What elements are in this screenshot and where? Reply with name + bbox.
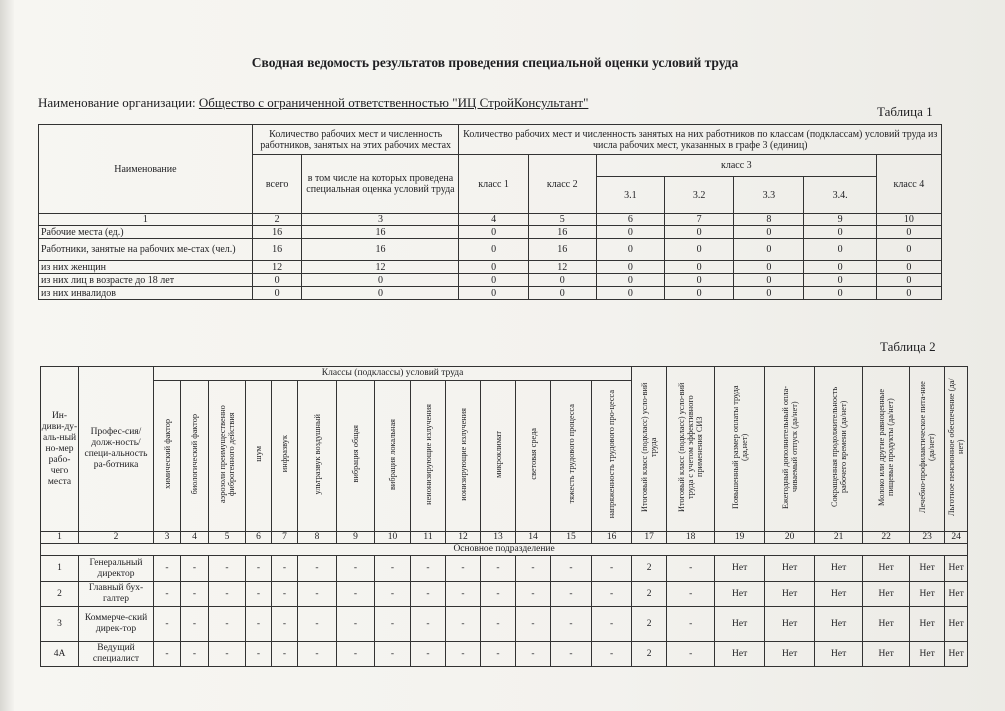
t2-cell: -: [246, 556, 272, 582]
t2-colnum: 1: [41, 532, 79, 544]
t2-cell: -: [481, 607, 516, 642]
t2-row-id: 2: [41, 582, 79, 607]
t2-head-factor: [446, 381, 481, 532]
t1-cell: 0: [528, 274, 596, 287]
t1-cell: 0: [665, 239, 734, 261]
t2-colnum: 9: [337, 532, 375, 544]
t2-cell: -: [592, 556, 632, 582]
t2-cell: -: [209, 582, 246, 607]
t2-column-numbers: [41, 532, 968, 544]
t2-cell: -: [516, 642, 551, 667]
workplaces-table: [40, 366, 968, 667]
t2-cell: -: [551, 582, 592, 607]
t2-cell: -: [551, 556, 592, 582]
t2-cell: Нет: [765, 642, 815, 667]
t2-cell: -: [411, 582, 446, 607]
t2-colnum: 13: [481, 532, 516, 544]
t1-cell: 0: [804, 239, 876, 261]
t1-colnum: 1: [39, 214, 253, 226]
t1-colnum: 10: [876, 214, 941, 226]
t2-head-factor-label: биологический фактор: [190, 413, 199, 495]
t2-cell: Нет: [815, 582, 863, 607]
t2-head-id: Ин-диви-ду-аль-ный но-мер рабо-чего места: [41, 367, 79, 532]
t1-cell: 0: [596, 239, 664, 261]
table2-caption: Таблица 2: [880, 339, 936, 354]
t2-cell: -: [446, 556, 481, 582]
t2-cell: Нет: [910, 642, 945, 667]
t1-cell: 0: [596, 287, 664, 300]
t2-cell: -: [246, 582, 272, 607]
t1-cell: 0: [302, 274, 459, 287]
t2-cell: -: [375, 607, 411, 642]
t1-cell: 0: [596, 226, 664, 239]
t1-row: [39, 239, 942, 261]
organization-label: Наименование организации:: [38, 95, 196, 110]
t2-head-extra-label: Повышенный размер оплаты труда (да,нет): [730, 385, 749, 509]
t2-cell: Нет: [715, 607, 765, 642]
t2-cell: Нет: [945, 582, 968, 607]
t2-cell: -: [375, 582, 411, 607]
page-binding-edge: [0, 0, 14, 711]
table1-caption: Таблица 1: [877, 104, 933, 119]
t2-row: [41, 642, 968, 667]
t2-cell: -: [592, 607, 632, 642]
t1-cell: 16: [528, 239, 596, 261]
t2-head-factor-label: вибрация локальная: [388, 418, 397, 490]
t2-row-id: 3: [41, 607, 79, 642]
t2-head-factor: [375, 381, 411, 532]
t2-colnum: 6: [246, 532, 272, 544]
t2-cell: -: [154, 582, 181, 607]
t2-colnum: 8: [298, 532, 337, 544]
t2-colnum: 2: [79, 532, 154, 544]
t2-cell: -: [667, 582, 715, 607]
t2-head-extra-label: Сокращенная продолжительность рабочего времени (да/нет): [829, 386, 848, 508]
t2-cell: -: [154, 556, 181, 582]
t2-head-factor-label: тяжесть трудового процесса: [566, 404, 576, 504]
organization-name: Общество с ограниченной ответственностью "ИЦ СтройКонсультант": [198, 95, 589, 110]
t2-head-factor-label: напряженность трудового про-цесса: [607, 389, 617, 519]
t1-colnum: 3: [302, 214, 459, 226]
t1-cell: 16: [302, 239, 459, 261]
t1-head-name: Наименование: [39, 125, 253, 214]
t1-head-class3: класс 3: [596, 155, 876, 177]
t1-cell: 0: [876, 274, 941, 287]
t1-cell: 16: [528, 226, 596, 239]
t2-cell: -: [298, 607, 337, 642]
t2-head-factor-label: инфразвук: [280, 435, 289, 473]
t2-cell: -: [411, 556, 446, 582]
t2-head-factor-label: световая среда: [528, 428, 538, 480]
t1-colnum: 8: [734, 214, 804, 226]
t1-cell: 0: [734, 274, 804, 287]
document-title: Сводная ведомость результатов проведения специальной оценки условий труда: [251, 55, 739, 70]
t1-row-label: из них инвалидов: [39, 287, 253, 300]
t2-head-factor: [337, 381, 375, 532]
t1-head-c33: 3.3: [734, 177, 804, 214]
t2-cell: 2: [632, 642, 667, 667]
t1-row-label: из них женщин: [39, 261, 253, 274]
t2-head-factor: [592, 381, 632, 532]
t1-head-classes-group: Количество рабочих мест и численность занятых на них работников по классам (подклассам) условий труда из числа рабочих мест, указанных в графе 3 (единиц): [459, 125, 942, 155]
t2-cell: -: [667, 607, 715, 642]
t1-head-class4: класс 4: [876, 155, 941, 214]
t2-head-factor: [298, 381, 337, 532]
t2-cell: -: [516, 582, 551, 607]
t1-colnum: 7: [665, 214, 734, 226]
t1-cell: 12: [528, 261, 596, 274]
t1-row: [39, 274, 942, 287]
t1-cell: 0: [734, 287, 804, 300]
t2-head-extra: [863, 367, 910, 532]
t2-cell: -: [375, 642, 411, 667]
t2-cell: -: [592, 582, 632, 607]
t2-colnum: 10: [375, 532, 411, 544]
t1-cell: 0: [459, 239, 528, 261]
t2-cell: Нет: [765, 556, 815, 582]
organization-line: [38, 95, 588, 111]
t2-row-profession: Генеральный директор: [79, 556, 154, 582]
t2-cell: -: [181, 556, 209, 582]
t2-head-extra: [945, 367, 968, 532]
t2-head-factor-label: вибрация общая: [351, 425, 360, 483]
t2-cell: -: [337, 607, 375, 642]
t2-cell: Нет: [863, 607, 910, 642]
t2-cell: Нет: [910, 607, 945, 642]
t1-cell: 0: [804, 287, 876, 300]
t2-head-classes: Классы (подклассы) условий труда: [154, 367, 632, 381]
t1-row: [39, 226, 942, 239]
t2-cell: -: [411, 642, 446, 667]
t2-head-factor-label: неионизирующие излучения: [423, 403, 433, 505]
t2-head-factor-label: ультразвук воздушный: [312, 413, 322, 495]
t2-colnum: 21: [815, 532, 863, 544]
t2-cell: -: [154, 642, 181, 667]
t2-head-factor: [272, 381, 298, 532]
t2-colnum: 4: [181, 532, 209, 544]
t1-cell: 0: [665, 226, 734, 239]
t2-cell: Нет: [910, 556, 945, 582]
t2-head-extra: [910, 367, 945, 532]
t2-cell: -: [375, 556, 411, 582]
t2-colnum: 15: [551, 532, 592, 544]
t2-colnum: 22: [863, 532, 910, 544]
t2-head-extra-label: Ежегодный дополнительный опла-чиваемый отпуск (да/нет): [780, 385, 799, 509]
t2-head-extra: [715, 367, 765, 532]
t1-row: [39, 261, 942, 274]
t1-colnum: 5: [528, 214, 596, 226]
t2-cell: -: [337, 642, 375, 667]
t2-head-extra-label: Лечебно-профилактическое пита-ние (да/нет): [918, 381, 937, 513]
t1-cell: 0: [665, 261, 734, 274]
t2-cell: -: [411, 607, 446, 642]
t2-head-factor: [411, 381, 446, 532]
t1-cell: 0: [665, 287, 734, 300]
t2-row: [41, 607, 968, 642]
t2-head-extra: [815, 367, 863, 532]
t2-head-extra: [765, 367, 815, 532]
t2-cell: Нет: [863, 582, 910, 607]
t1-cell: 0: [459, 261, 528, 274]
t2-head-factor: [246, 381, 272, 532]
t1-cell: 0: [459, 287, 528, 300]
t2-colnum: 11: [411, 532, 446, 544]
t2-cell: Нет: [945, 556, 968, 582]
t2-cell: -: [481, 642, 516, 667]
t2-cell: 2: [632, 582, 667, 607]
t2-row-profession: Ведущий специалист: [79, 642, 154, 667]
t2-colnum: 18: [667, 532, 715, 544]
t2-colnum: 3: [154, 532, 181, 544]
t2-cell: -: [181, 582, 209, 607]
t2-cell: -: [272, 607, 298, 642]
t1-cell: 0: [876, 239, 941, 261]
t1-cell: 0: [734, 261, 804, 274]
t2-cell: -: [181, 607, 209, 642]
t2-cell: -: [667, 642, 715, 667]
t2-cell: -: [298, 582, 337, 607]
t2-row-id: 4А: [41, 642, 79, 667]
t2-cell: -: [209, 642, 246, 667]
t2-cell: Нет: [945, 607, 968, 642]
t2-cell: -: [481, 556, 516, 582]
t2-cell: 2: [632, 607, 667, 642]
t2-cell: -: [551, 642, 592, 667]
t2-cell: -: [516, 607, 551, 642]
t1-cell: 0: [302, 287, 459, 300]
t2-cell: Нет: [910, 582, 945, 607]
t2-row-profession: Коммерче-ский дирек-тор: [79, 607, 154, 642]
t2-head-factor: [516, 381, 551, 532]
t1-row-label: из них лиц в возрасте до 18 лет: [39, 274, 253, 287]
t2-row: [41, 582, 968, 607]
t1-colnum: 9: [804, 214, 876, 226]
t1-cell: 0: [459, 226, 528, 239]
t1-head-c32: 3.2: [665, 177, 734, 214]
t2-cell: Нет: [815, 607, 863, 642]
t2-colnum: 16: [592, 532, 632, 544]
t1-cell: 0: [804, 274, 876, 287]
t1-cell: 16: [252, 226, 302, 239]
t2-head-factor: [209, 381, 246, 532]
t2-head-extra: [667, 367, 715, 532]
t2-colnum: 17: [632, 532, 667, 544]
t2-colnum: 23: [910, 532, 945, 544]
t2-row-profession: Главный бух-галтер: [79, 582, 154, 607]
t2-head-extra-label: Молоко или другие равноценные пищевые продукты (да/нет): [877, 388, 896, 506]
t2-head-extra: [632, 367, 667, 532]
t2-cell: -: [246, 642, 272, 667]
t2-row-id: 1: [41, 556, 79, 582]
t1-row: [39, 287, 942, 300]
t2-cell: -: [446, 642, 481, 667]
t2-cell: -: [272, 556, 298, 582]
t2-colnum: 12: [446, 532, 481, 544]
t2-cell: -: [298, 642, 337, 667]
t2-cell: -: [272, 582, 298, 607]
t2-cell: Нет: [765, 607, 815, 642]
t1-colnum: 6: [596, 214, 664, 226]
t2-colnum: 24: [945, 532, 968, 544]
t1-head-c34: 3.4.: [804, 177, 876, 214]
t1-head-total: всего: [252, 155, 302, 214]
t1-head-count-group: Количество рабочих мест и численность работников, занятых на этих рабочих местах: [252, 125, 459, 155]
t2-colnum: 14: [516, 532, 551, 544]
t2-head-factor-label: микроклимат: [493, 430, 503, 478]
t1-row-label: Рабочие места (ед.): [39, 226, 253, 239]
t2-cell: -: [551, 607, 592, 642]
t2-cell: -: [209, 607, 246, 642]
t2-head-factor-label: ионизирующие излучения: [458, 407, 468, 501]
t2-row: [41, 556, 968, 582]
t1-cell: 12: [302, 261, 459, 274]
t1-head-class1: класс 1: [459, 155, 528, 214]
t2-cell: Нет: [715, 642, 765, 667]
t2-cell: Нет: [863, 642, 910, 667]
t2-cell: -: [154, 607, 181, 642]
t1-cell: 16: [302, 226, 459, 239]
t1-column-numbers: [39, 214, 942, 226]
t2-cell: -: [272, 642, 298, 667]
t2-cell: -: [209, 556, 246, 582]
t2-cell: Нет: [765, 582, 815, 607]
t2-cell: 2: [632, 556, 667, 582]
t1-head-class2: класс 2: [528, 155, 596, 214]
t2-colnum: 7: [272, 532, 298, 544]
t2-head-factor: [481, 381, 516, 532]
t2-cell: -: [337, 556, 375, 582]
t2-head-extra-label: Итоговый класс (подкласс) усло-вий труда: [640, 382, 659, 512]
t1-cell: 0: [528, 287, 596, 300]
t2-colnum: 5: [209, 532, 246, 544]
t2-cell: -: [246, 607, 272, 642]
t2-cell: -: [516, 556, 551, 582]
t1-head-assessed: в том числе на которых проведена специальная оценка условий труда: [302, 155, 459, 214]
t2-head-factor-label: шум: [254, 446, 263, 462]
t1-cell: 0: [804, 261, 876, 274]
t2-head-factor-label: аэрозоли преимущественно фиброгенного действия: [218, 405, 236, 503]
t1-cell: 0: [252, 274, 302, 287]
t1-colnum: 4: [459, 214, 528, 226]
t2-cell: Нет: [863, 556, 910, 582]
t2-head-factor: [551, 381, 592, 532]
t2-cell: -: [446, 582, 481, 607]
t2-cell: -: [337, 582, 375, 607]
t2-cell: -: [592, 642, 632, 667]
t2-head-extra-label: Итоговый класс (подкласс) усло-вий труда с учетом эффективного применения СИЗ: [677, 382, 705, 512]
t2-cell: Нет: [945, 642, 968, 667]
t1-cell: 0: [804, 226, 876, 239]
t2-cell: Нет: [715, 582, 765, 607]
t2-section-title: Основное подразделение: [41, 544, 968, 556]
t1-head-c31: 3.1: [596, 177, 664, 214]
t2-head-factor: [181, 381, 209, 532]
t2-cell: -: [481, 582, 516, 607]
t2-cell: -: [667, 556, 715, 582]
t2-head-profession: Профес-сия/долж-ность/специ-альность ра-ботника: [79, 367, 154, 532]
t1-cell: 0: [665, 274, 734, 287]
t2-cell: -: [181, 642, 209, 667]
t1-cell: 0: [252, 287, 302, 300]
t1-cell: 12: [252, 261, 302, 274]
t1-cell: 16: [252, 239, 302, 261]
t1-cell: 0: [876, 226, 941, 239]
t2-head-extra-label: Льготное пенсионное обеспечение (да/нет): [947, 378, 966, 516]
t2-cell: -: [298, 556, 337, 582]
t2-cell: Нет: [715, 556, 765, 582]
t2-cell: Нет: [815, 642, 863, 667]
t1-row-label: Работники, занятые на рабочих ме-стах (чел.): [39, 239, 253, 261]
t1-cell: 0: [876, 287, 941, 300]
t1-colnum: 2: [252, 214, 302, 226]
t1-cell: 0: [734, 226, 804, 239]
t2-cell: -: [446, 607, 481, 642]
t1-cell: 0: [734, 239, 804, 261]
t2-colnum: 20: [765, 532, 815, 544]
t2-colnum: 19: [715, 532, 765, 544]
t1-cell: 0: [596, 274, 664, 287]
t2-head-factor: [154, 381, 181, 532]
t2-cell: Нет: [815, 556, 863, 582]
t2-head-factor-label: химический фактор: [162, 419, 172, 489]
t1-cell: 0: [596, 261, 664, 274]
t1-cell: 0: [876, 261, 941, 274]
summary-table: [38, 124, 942, 300]
t1-cell: 0: [459, 274, 528, 287]
